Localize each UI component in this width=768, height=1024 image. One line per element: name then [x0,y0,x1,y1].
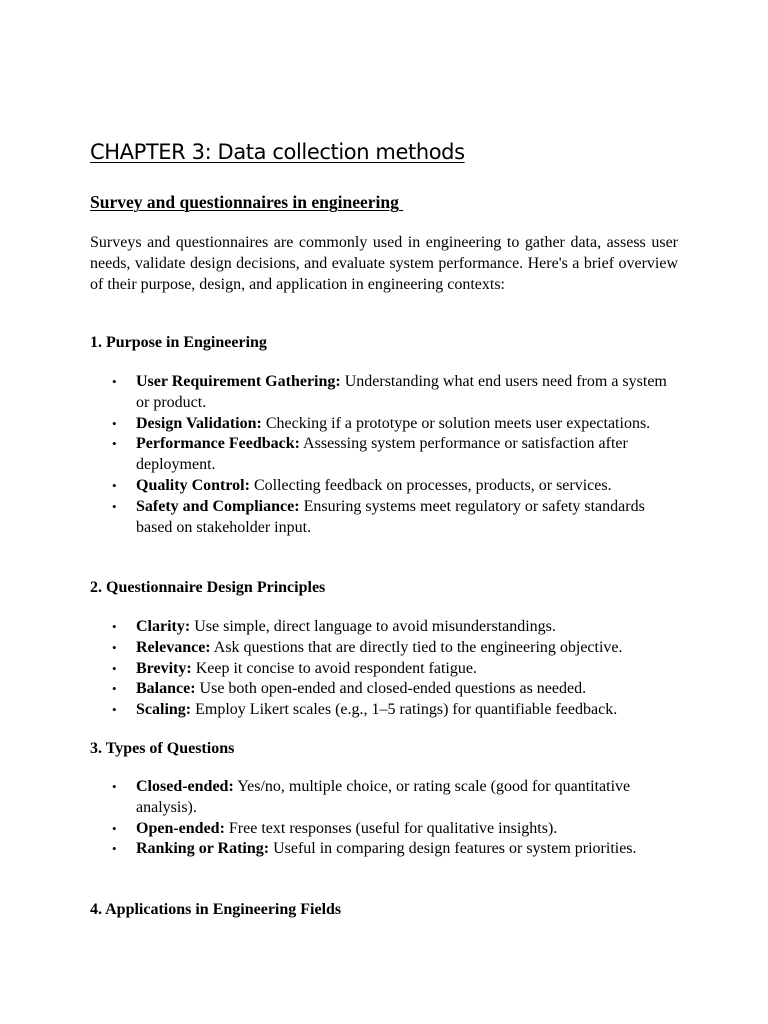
list-item-term: Ranking or Rating: [136,840,270,858]
bullet-icon: • [112,477,117,493]
list-item [90,679,678,700]
list-item-text: Ensuring systems meet regulatory or safety standards based on stakeholder input. [136,497,645,536]
list-item-term: Balance: [136,680,196,698]
bullet-icon: • [112,498,117,514]
list-item-text: Assessing system performance or satisfaction after deployment. [136,435,628,474]
list-item [90,617,678,638]
list-item [90,638,678,659]
list-item-text: Free text responses (useful for qualitative insights). [224,819,558,837]
list-item-term: Scaling: [136,701,192,719]
list-item [90,414,678,435]
list-item-term: Performance Feedback: [136,435,300,453]
bullet-icon: • [112,681,117,697]
list-item-text: Checking if a prototype or solution meets user expectations. [261,414,651,432]
bullet-icon: • [112,639,117,655]
section-heading-design-principles: 2. Questionnaire Design Principles [90,579,326,596]
question-types-list [90,777,678,860]
list-item-text: Useful in comparing design features or system priorities. [269,840,637,858]
bullet-icon: • [112,841,117,857]
list-item [90,777,678,819]
bullet-icon: • [112,415,117,431]
list-item [90,434,678,476]
list-item-term: User Requirement Gathering: [136,373,341,390]
list-item [90,659,678,680]
section-heading-purpose: 1. Purpose in Engineering [90,334,267,351]
purpose-list [90,372,678,538]
section-heading-question-types: 3. Types of Questions [90,740,235,757]
list-item-text: Yes/no, multiple choice, or rating scale (good for quantitative analysis). [136,778,631,816]
bullet-icon: • [112,702,117,718]
bullet-icon: • [112,820,117,836]
list-item-text: Use simple, direct language to avoid misunderstandings. [190,618,556,635]
list-item [90,839,678,860]
bullet-icon: • [112,779,117,794]
section-title: Survey and questionnaires in engineering [90,192,404,212]
chapter-title: CHAPTER 3: Data collection methods [90,140,465,164]
list-item [90,819,678,840]
list-item-text: Ask questions that are directly tied to the engineering objective. [210,638,623,656]
list-item [90,497,678,539]
list-item [90,700,678,721]
list-item-term: Quality Control: [136,476,250,494]
list-item [90,372,678,414]
list-item-text: Use both open-ended and closed-ended questions as needed. [195,680,587,698]
bullet-icon: • [112,436,117,452]
list-item-text: Collecting feedback on processes, products, or services. [249,476,612,494]
list-item-text: Keep it concise to avoid respondent fatigue. [191,659,477,677]
section-heading-applications: 4. Applications in Engineering Fields [90,901,342,918]
bullet-icon: • [112,660,117,676]
list-item-term: Open-ended: [136,819,225,837]
list-item-text: Employ Likert scales (e.g., 1–5 ratings) for quantifiable feedback. [191,701,618,719]
list-item-term: Design Validation: [136,414,262,432]
intro-paragraph: Surveys and questionnaires are commonly used in engineering to gather data, assess user needs, validate design decisions, and evaluate system performance. Here's a brief overview of their purpose, design, and application in engineering contexts: [90,234,678,293]
design-principles-list [90,617,678,721]
list-item-term: Brevity: [136,659,192,677]
bullet-icon: • [112,619,117,634]
list-item-term: Closed-ended: [136,778,234,795]
list-item [90,476,678,497]
list-item-term: Safety and Compliance: [136,497,300,515]
list-item-text: Understanding what end users need from a system or product. [136,373,667,411]
list-item-term: Clarity: [136,618,191,635]
bullet-icon: • [112,374,117,389]
list-item-term: Relevance: [136,638,211,656]
